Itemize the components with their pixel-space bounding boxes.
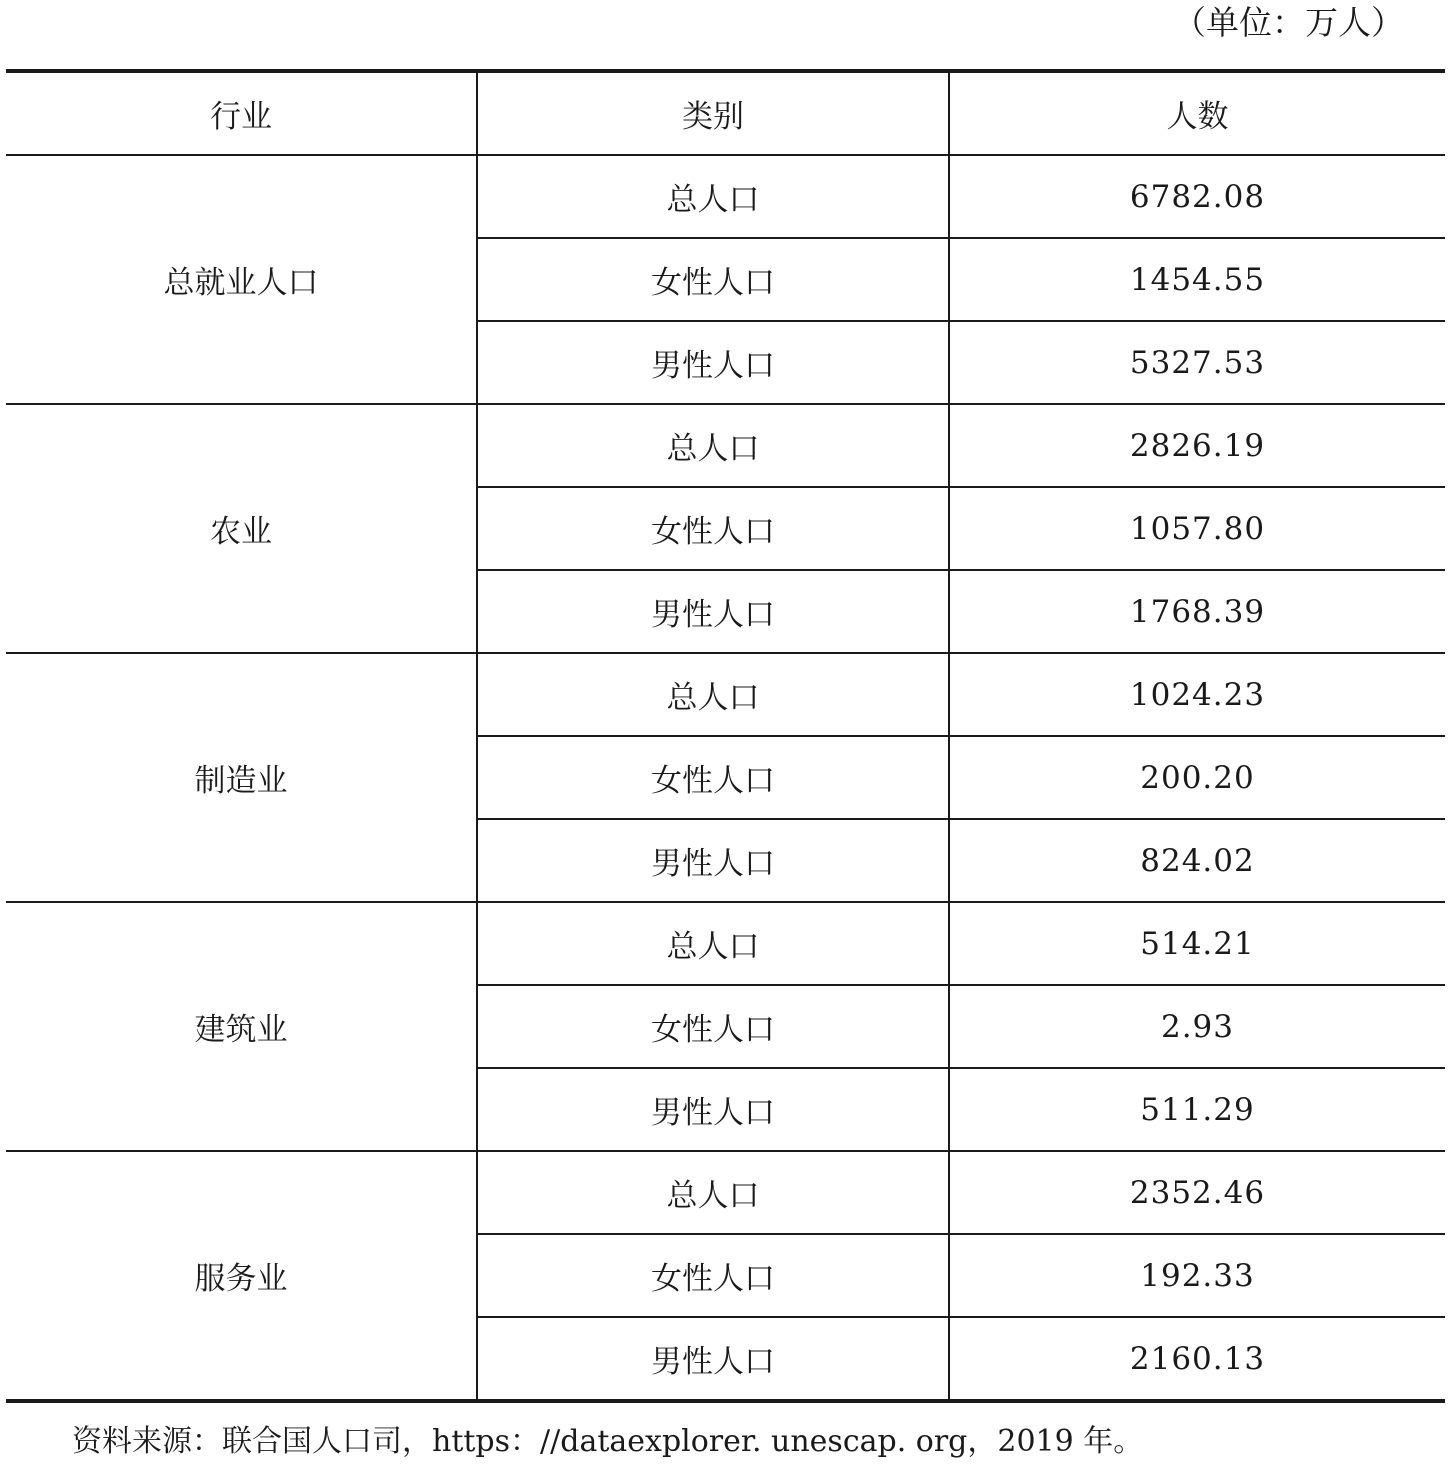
industry-cell: 农业: [6, 404, 477, 653]
category-cell: 总人口: [477, 404, 949, 487]
employment-table: [6, 69, 1445, 1403]
category-cell: 总人口: [477, 902, 949, 985]
value-cell: 1024.23: [949, 653, 1445, 736]
category-cell: 总人口: [477, 1151, 949, 1234]
value-cell: 1454.55: [949, 238, 1445, 321]
category-cell: 女性人口: [477, 1234, 949, 1317]
table-row: [6, 155, 1445, 238]
header-count: 人数: [949, 71, 1445, 155]
value-cell: 200.20: [949, 736, 1445, 819]
category-cell: 总人口: [477, 155, 949, 238]
value-cell: 1768.39: [949, 570, 1445, 653]
category-cell: 男性人口: [477, 321, 949, 404]
industry-cell: 制造业: [6, 653, 477, 902]
value-cell: 2160.13: [949, 1317, 1445, 1401]
category-cell: 男性人口: [477, 819, 949, 902]
table-row: [6, 902, 1445, 985]
value-cell: 1057.80: [949, 487, 1445, 570]
category-cell: 女性人口: [477, 238, 949, 321]
table-header: [6, 71, 1445, 155]
table-row: [6, 1151, 1445, 1234]
value-cell: 2.93: [949, 985, 1445, 1068]
category-cell: 总人口: [477, 653, 949, 736]
value-cell: 824.02: [949, 819, 1445, 902]
industry-cell: 总就业人口: [6, 155, 477, 404]
table-row: [6, 653, 1445, 736]
value-cell: 5327.53: [949, 321, 1445, 404]
category-cell: 女性人口: [477, 487, 949, 570]
unit-note: （单位：万人）: [1173, 3, 1404, 42]
industry-cell: 服务业: [6, 1151, 477, 1401]
table-row: [6, 404, 1445, 487]
value-cell: 2352.46: [949, 1151, 1445, 1234]
header-category: 类别: [477, 71, 949, 155]
value-cell: 514.21: [949, 902, 1445, 985]
category-cell: 男性人口: [477, 1317, 949, 1401]
value-cell: 2826.19: [949, 404, 1445, 487]
table-body: [6, 155, 1445, 1401]
category-cell: 女性人口: [477, 985, 949, 1068]
value-cell: 6782.08: [949, 155, 1445, 238]
industry-cell: 建筑业: [6, 902, 477, 1151]
category-cell: 女性人口: [477, 736, 949, 819]
source-note: 资料来源：联合国人口司，https：//dataexplorer. unescap. org，2019 年。: [72, 1424, 1144, 1459]
header-row: [6, 71, 1445, 155]
category-cell: 男性人口: [477, 1068, 949, 1151]
header-industry: 行业: [6, 71, 477, 155]
value-cell: 192.33: [949, 1234, 1445, 1317]
category-cell: 男性人口: [477, 570, 949, 653]
value-cell: 511.29: [949, 1068, 1445, 1151]
